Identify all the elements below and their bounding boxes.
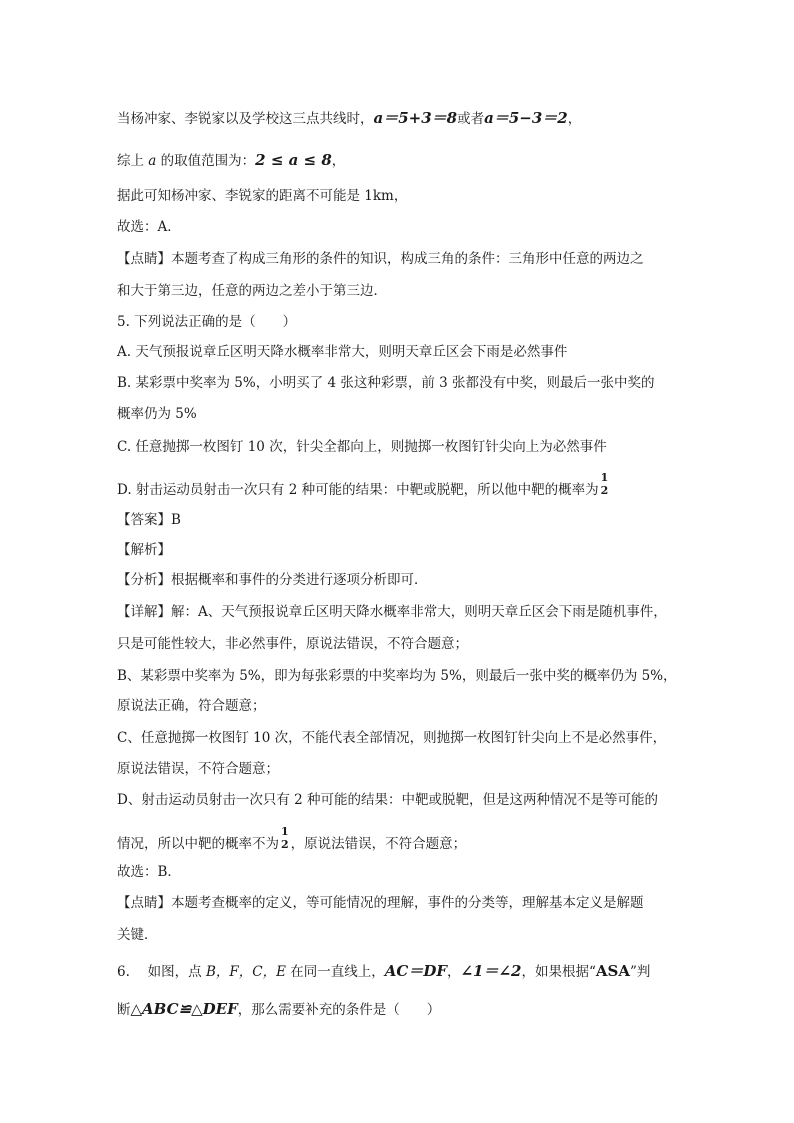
text-line: 据此可知杨冲家、李锐家的距离不可能是 1km， xyxy=(117,188,408,204)
math-equation: a＝5−3＝2 xyxy=(484,109,568,127)
text-line: 关键． xyxy=(117,927,158,943)
text-line-fraction: 情况，所以中靶的概率不为 1 2 ，原说法错误，不符合题意； xyxy=(117,825,467,852)
math-inequality: 2 ≤ a ≤ 8 xyxy=(255,151,332,169)
text-line: 原说法错误，不符合题意； xyxy=(117,761,279,777)
text-line: B、某彩票中奖率为 5%，即为每张彩票的中奖率均为 5%，则最后一张中奖的概率仍为 5%， xyxy=(117,668,677,684)
text-line-collinear: 当杨冲家、李锐家以及学校这三点共线时，a＝5+3＝8或者a＝5−3＝2， xyxy=(117,109,582,127)
question-6-stem: 6. 如图，点 B，F，C，E 在同一直线上，AC＝DF，∠1＝∠2，如果根据“ASA”判 xyxy=(117,962,651,980)
answer-line: 【答案】B xyxy=(117,512,181,528)
fraction-one-half: 1 2 xyxy=(281,825,289,851)
option-b: B. 某彩票中奖率为 5%，小明买了 4 张这种彩票，前 3 张都没有中奖，则最后一张中奖的 xyxy=(117,375,655,391)
question-6-continued: 断△ABC≌△DEF，那么需要补充的条件是（ ） xyxy=(117,1000,441,1018)
question-5-stem: 5. 下列说法正确的是（ ） xyxy=(117,314,297,330)
option-a: A. 天气预报说章丘区明天降水概率非常大，则明天章丘区会下雨是必然事件 xyxy=(117,344,568,360)
text-line: 【点睛】本题考查了构成三角形的条件的知识，构成三角的条件：三角形中任意的两边之 xyxy=(117,251,644,267)
math-congruence: △ABC≌△DEF xyxy=(130,1000,238,1018)
text-line: 故选：B． xyxy=(117,864,181,880)
text-line: C、任意抛掷一枚图钉 10 次，不能代表全部情况，则抛掷一枚图钉针尖向上不是必然事件， xyxy=(117,730,667,746)
text-line: 只是可能性较大，非必然事件，原说法错误，不符合题意； xyxy=(117,636,468,652)
text-line: 【点睛】本题考查概率的定义，等可能情况的理解，事件的分类等，理解基本定义是解题 xyxy=(117,895,644,911)
text-line: 和大于第三边，任意的两边之差小于第三边． xyxy=(117,283,387,299)
text-line: 故选：A． xyxy=(117,219,181,235)
math-angle-equation: ∠1＝∠2 xyxy=(460,962,522,980)
fraction-one-half: 1 2 xyxy=(600,471,609,497)
option-d: D. 射击运动员射击一次只有 2 种可能的结果：中靶或脱靶，所以他中靶的概率为 1 2 xyxy=(117,471,609,498)
asa-label: ASA xyxy=(595,962,631,980)
math-equation: AC＝DF xyxy=(384,962,447,980)
option-b-continued: 概率仍为 5% xyxy=(117,406,197,422)
text-line: 【分析】根据概率和事件的分类进行逐项分析即可． xyxy=(117,572,428,588)
text-line-range: 综上 a 的取值范围为：2 ≤ a ≤ 8， xyxy=(117,151,346,169)
text-line: 【详解】解：A、天气预报说章丘区明天降水概率非常大，则明天章丘区会下雨是随机事件， xyxy=(117,604,667,620)
option-c: C. 任意抛掷一枚图钉 10 次，针尖全都向上，则抛掷一枚图钉针尖向上为必然事件 xyxy=(117,439,607,455)
text-line: D、射击运动员射击一次只有 2 种可能的结果：中靶或脱靶，但是这两种情况不是等可能的 xyxy=(117,792,658,808)
math-equation: a＝5+3＝8 xyxy=(373,109,458,127)
text-line: 原说法正确，符合题意； xyxy=(117,698,266,714)
analysis-heading: 【解析】 xyxy=(117,542,171,558)
